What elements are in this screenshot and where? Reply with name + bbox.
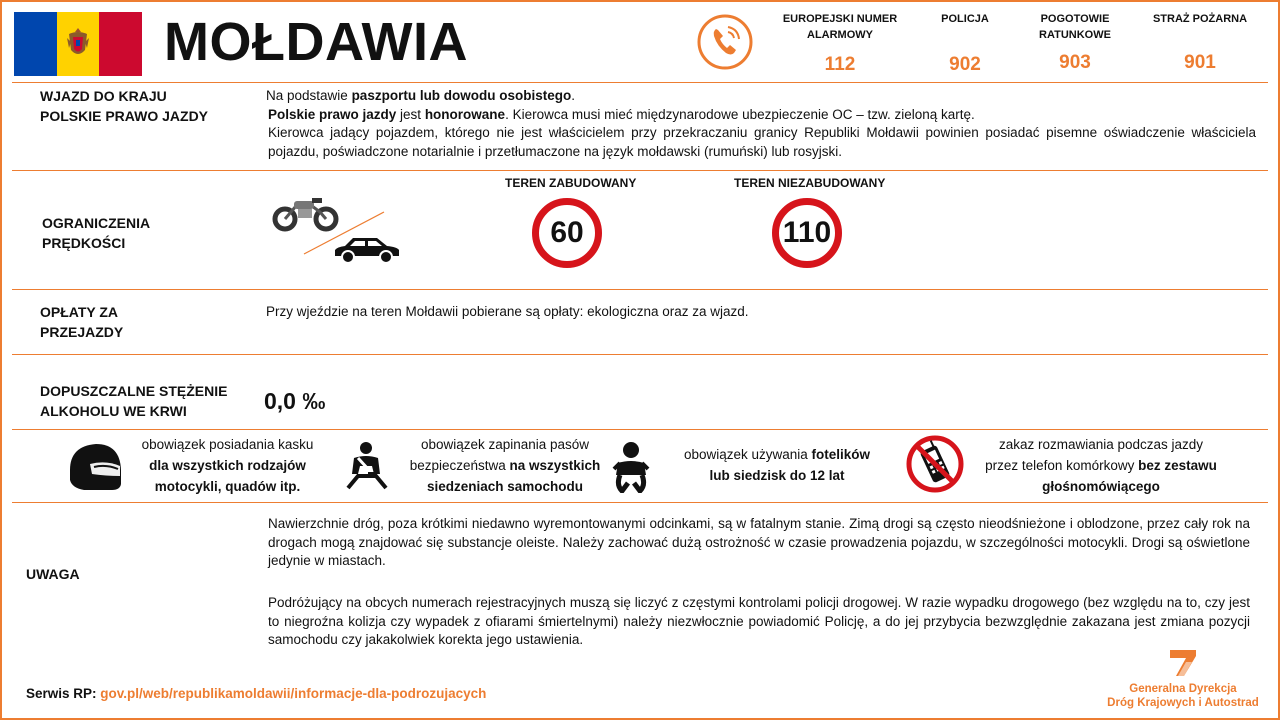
- notice-paragraph-1: Nawierzchnie dróg, poza krótkimi niedawno wyremontowanymi odcinkami, są w fatalnym stanie. Zimą drogi są często nieodśnieżone i oblodzone, przez cały rok na drogach mogą znajdować się substancje oleiste. Należy zachować dużą ostrożność w czasie prowadzenia pojazdu, w szczególności motocykli. Drogi są oświetlone jedynie w miastach.: [268, 516, 1250, 568]
- child-seat-icon: [612, 441, 650, 493]
- seatbelt-obligation-bold: na wszystkich siedzeniach samochodu: [426, 458, 601, 494]
- phone-icon: [696, 13, 754, 71]
- helmet-obligation-text: obowiązek posiadania kasku: [141, 437, 314, 452]
- phone-ban-bold: bez zestawu głośnomówiącego: [1042, 458, 1217, 494]
- alcohol-limit-value: 0,0 ‰: [264, 388, 326, 414]
- car-icon: [331, 234, 403, 266]
- emergency-label-112: EUROPEJSKI NUMER ALARMOWY: [782, 13, 898, 41]
- speed-label: OGRANICZENIA PRĘDKOŚCI: [42, 215, 150, 251]
- child-seat-obligation-bold: fotelików lub siedzisk do 12 lat: [709, 447, 871, 483]
- entry-text: [266, 87, 1256, 161]
- license-mid: jest: [396, 106, 425, 122]
- helmet-obligation-bold: dla wszystkich rodzajów motocykli, quadów itp.: [149, 458, 306, 494]
- coat-of-arms-icon: [63, 24, 93, 64]
- gddkia-logo-icon: [1166, 648, 1200, 678]
- fees-label: OPŁATY ZA PRZEJAZDY: [40, 304, 124, 340]
- entry-line1-end: .: [571, 88, 576, 103]
- emergency-label-ambulance: POGOTOWIE RATUNKOWE: [1039, 13, 1111, 41]
- helmet-icon: [66, 440, 124, 492]
- no-phone-icon: [905, 434, 965, 494]
- seatbelt-icon: [344, 440, 390, 490]
- phone-ban-pre: przez telefon komórkowy: [985, 458, 1139, 473]
- urban-zone-label: TEREN ZABUDOWANY: [505, 176, 637, 190]
- phone-ban-text: zakaz rozmawiania podczas jazdy: [998, 437, 1204, 452]
- phone-ban-rule: [966, 434, 1236, 497]
- rural-zone-label: TEREN NIEZABUDOWANY: [734, 176, 886, 190]
- divider: [12, 82, 1268, 83]
- org-line-1: Generalna Dyrekcja: [1129, 683, 1237, 695]
- service-link[interactable]: gov.pl/web/republikamoldawii/informacje-dla-podrozujacych: [100, 686, 487, 701]
- moldova-flag: [14, 12, 142, 76]
- gddkia-org: [1090, 682, 1276, 710]
- emergency-number-police: 902: [949, 54, 981, 75]
- license-bold: Polskie prawo jazdy: [268, 106, 397, 122]
- speed-sign-60: 60: [532, 198, 602, 268]
- emergency-number-112: 112: [824, 54, 856, 75]
- child-seat-obligation-pre: obowiązek używania: [683, 447, 812, 462]
- divider: [12, 289, 1268, 290]
- service-label: Serwis RP:: [26, 686, 101, 701]
- emergency-number-ambulance: 903: [1059, 52, 1091, 73]
- entry-label: WJAZD DO KRAJU: [40, 88, 167, 104]
- entry-line1-text: Na podstawie: [266, 88, 352, 103]
- fees-text: Przy wjeździe na teren Mołdawii pobierane są opłaty: ekologiczna oraz za wjazd.: [266, 304, 749, 319]
- divider: [12, 170, 1268, 171]
- license-honored: honorowane: [424, 106, 506, 122]
- notice-label: UWAGA: [26, 566, 80, 582]
- divider: [12, 429, 1268, 430]
- org-line-2: Dróg Krajowych i Autostrad: [1107, 697, 1259, 709]
- speed-sign-110: 110: [772, 198, 842, 268]
- service-link-row: [26, 686, 486, 701]
- seatbelt-obligation: [398, 434, 612, 497]
- entry-line1-bold: paszportu lub dowodu osobistego: [351, 88, 572, 103]
- emergency-number-fire: 901: [1184, 52, 1216, 73]
- owner-statement-text: Kierowca jadący pojazdem, którego nie jest właścicielem przy przekraczaniu granicy Republiki Mołdawii powinien posiadać pisemne oświadczenie właściciela pojazdu, poświadczone notarialnie i przetłumaczone na język mołdawski (rumuński) lub rosyjski.: [268, 125, 1256, 159]
- child-seat-obligation: [672, 444, 882, 486]
- divider: [12, 502, 1268, 503]
- divider: [12, 354, 1268, 355]
- license-insurance-text: . Kierowca musi mieć międzynarodowe ubezpieczenie OC – tzw. zieloną kartę.: [505, 106, 975, 122]
- helmet-obligation: [130, 434, 325, 497]
- license-label: POLSKIE PRAWO JAZDY: [40, 108, 209, 124]
- seatbelt-obligation-text: obowiązek zapinania pasów: [420, 437, 590, 452]
- alcohol-label: DOPUSZCZALNE STĘŻENIE ALKOHOLU WE KRWI: [40, 383, 228, 419]
- notice-paragraph-2: Podróżujący na obcych numerach rejestracyjnych muszą się liczyć z częstymi kontrolami policji drogowej. W razie wypadku drogowego (bez względu na to, czy jest to niegroźna kolizja czy wypadek z ofiarami śmiertelnymi) należy niezwłocznie powiadomić Policję, a do jej przybycia bezwzględnie zakazana jest zmiana pozycji samochodu czy jakakolwiek korekta jego ustawienia.: [268, 595, 1250, 647]
- seatbelt-obligation-pre: bezpieczeństwa: [409, 458, 510, 473]
- emergency-label-fire: STRAŻ POŻARNA: [1152, 13, 1248, 25]
- emergency-label-police: POLICJA: [941, 13, 989, 25]
- page-title: MOŁDAWIA: [164, 12, 468, 72]
